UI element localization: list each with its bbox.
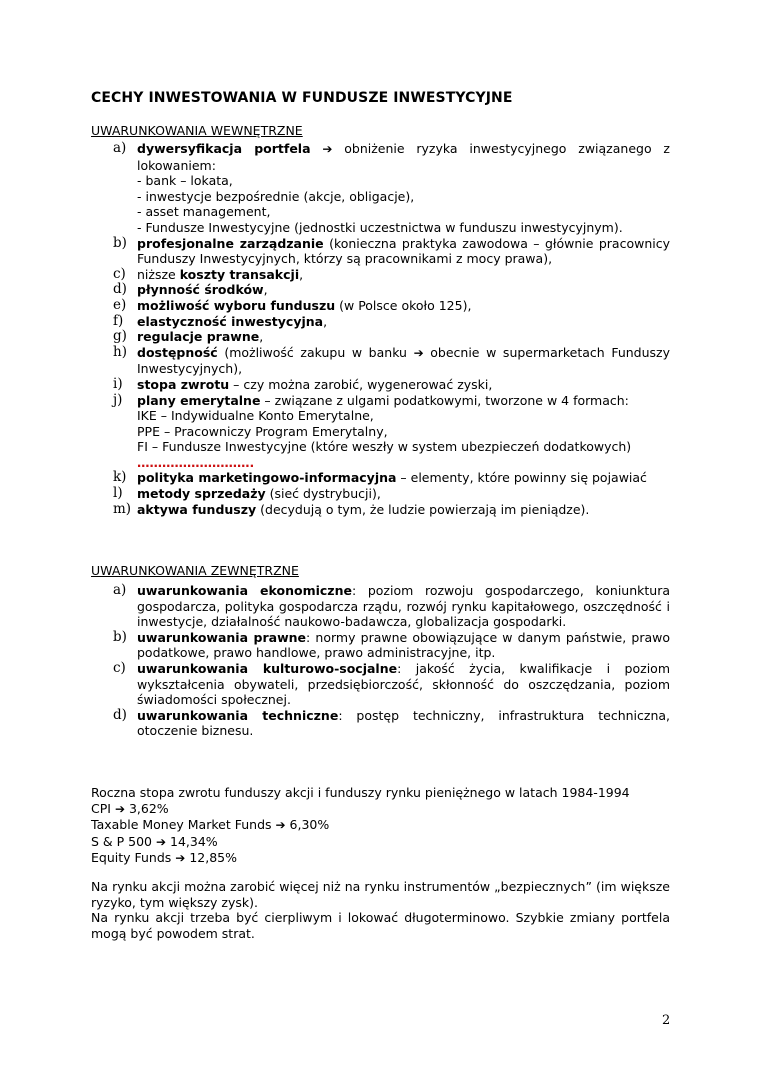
closing-block: [91, 879, 670, 941]
item-term: uwarunkowania prawne: [137, 629, 307, 645]
list-item: [91, 661, 670, 708]
item-text: : normy prawne obowiązujące w danym państwie, prawo podatkowe, prawo handlowe, prawo administracyjne, itp.: [137, 629, 670, 661]
arrow-icon: ➔: [114, 801, 125, 816]
item-marker: i): [113, 375, 123, 392]
item-text: (konieczna praktyka zawodowa – głównie pracownicy Funduszy Inwestycyjnych, którzy są pracownikami z mocy prawa),: [137, 235, 670, 267]
returns-label: Taxable Money Market Funds: [91, 817, 276, 833]
list-item: [91, 345, 670, 377]
item-term: regulacje prawne: [137, 329, 260, 345]
item-term: płynność środków: [137, 282, 264, 298]
list-item: [91, 470, 670, 486]
item-term: profesjonalne zarządzanie: [137, 235, 324, 251]
item-text: obecnie w supermarketach Funduszy Inwestycyjnych),: [137, 344, 671, 377]
list-item: [91, 630, 670, 661]
returns-value: 6,30%: [285, 817, 330, 833]
sub-item: - inwestycje bezpośrednie (akcje, obligacje),: [137, 188, 415, 204]
item-text: ,: [323, 313, 328, 329]
item-marker: h): [113, 343, 127, 360]
item-term: aktywa funduszy: [137, 501, 257, 517]
list-item: [91, 708, 670, 739]
list-item: [91, 236, 670, 267]
item-term: dostępność: [137, 344, 218, 360]
list-item: [91, 267, 670, 283]
item-marker: f): [113, 312, 124, 329]
item-text: : postęp techniczny, infrastruktura techniczna, otoczenie biznesu.: [137, 707, 670, 739]
arrow-icon: ➔: [155, 834, 167, 849]
arrow-icon: ➔: [322, 142, 333, 156]
list-item: [91, 314, 670, 330]
item-text: (możliwość zakupu w banku: [217, 344, 414, 360]
closing-paragraph: Na rynku akcji trzeba być cierpliwym i lokować długoterminowo. Szybkie zmiany portfela mogą być powodem strat.: [91, 910, 670, 941]
list-item: [91, 329, 670, 345]
item-text: : poziom rozwoju gospodarczego, koniunktura gospodarcza, polityka gospodarcza rządu, rozwój rynku kapitałowego, oszczędność i inwestycje, działalność naukowo-badawcza, globalizacja gospodarki.: [137, 583, 670, 630]
returns-heading: Roczna stopa zwrotu funduszy akcji i funduszy rynku pieniężnego w latach 1984-1994: [91, 785, 630, 800]
item-text: obniżenie ryzyka inwestycyjnego związanego z lokowaniem:: [137, 141, 670, 173]
returns-value: 14,34%: [166, 833, 218, 849]
item-text: (sieć dystrybucji),: [265, 486, 381, 502]
item-marker: b): [113, 628, 127, 645]
item-term: stopa zwrotu: [137, 376, 230, 392]
item-text: ,: [263, 282, 268, 298]
returns-row: [91, 834, 670, 851]
sub-item: - bank – lokata,: [137, 173, 233, 189]
placeholder-dots: ……………………….: [137, 454, 255, 470]
returns-label: S & P 500: [91, 833, 156, 849]
list-item: [91, 502, 670, 518]
item-marker: g): [113, 328, 127, 345]
arrow-icon: ➔: [413, 345, 424, 360]
item-term: metody sprzedaży: [137, 486, 266, 502]
item-text: – związane z ulgami podatkowymi, tworzone w 4 formach:: [260, 392, 629, 408]
external-heading: UWARUNKOWANIA ZEWNĘTRZNE: [91, 563, 299, 578]
item-term: polityka marketingowo-informacyjna: [137, 470, 397, 486]
list-item: [91, 486, 670, 502]
arrow-icon: ➔: [175, 851, 186, 866]
returns-row: [91, 850, 670, 867]
item-marker: k): [113, 469, 127, 486]
sub-item: PPE – Pracowniczy Program Emerytalny,: [137, 423, 388, 439]
item-marker: d): [113, 281, 127, 298]
returns-value: 3,62%: [125, 800, 169, 816]
returns-value: 12,85%: [185, 850, 237, 866]
list-item: [91, 377, 670, 393]
sub-item: - Fundusze Inwestycyjne (jednostki uczestnictwa w funduszu inwestycyjnym).: [137, 219, 623, 235]
list-item: [91, 282, 670, 298]
item-text: niższe: [137, 266, 180, 282]
item-term: plany emerytalne: [137, 392, 261, 408]
item-term: elastyczność inwestycyjna: [137, 313, 324, 329]
list-item: [91, 141, 670, 236]
page-title: CECHY INWESTOWANIA W FUNDUSZE INWESTYCYJNE: [91, 90, 513, 106]
item-text: – czy można zarobić, wygenerować zyski,: [229, 376, 493, 392]
item-text: ,: [259, 329, 264, 345]
item-term: uwarunkowania ekonomiczne: [137, 583, 352, 598]
item-text: (w Polsce około 125),: [335, 297, 472, 313]
item-term: możliwość wyboru funduszu: [137, 297, 336, 313]
item-text: – elementy, które powinny się pojawiać: [396, 470, 647, 486]
item-text: (decydują o tym, że ludzie powierzają im pieniądze).: [256, 501, 590, 517]
item-term: koszty transakcji: [179, 266, 300, 282]
item-marker: b): [113, 234, 127, 251]
item-marker: m): [113, 500, 132, 517]
returns-label: Equity Funds: [91, 850, 176, 866]
item-term: uwarunkowania kulturowo-socjalne: [137, 660, 398, 676]
item-marker: a): [113, 582, 127, 598]
item-marker: e): [113, 296, 127, 313]
item-term: dywersyfikacja portfela: [137, 141, 311, 156]
sub-item: IKE – Indywidualne Konto Emerytalne,: [137, 408, 374, 424]
external-list: [91, 583, 670, 739]
page-number: 2: [662, 1013, 671, 1028]
item-marker: d): [113, 706, 127, 723]
closing-paragraph: Na rynku akcji można zarobić więcej niż na rynku instrumentów „bezpiecznych” (im większe ryzyko, tym większy zysk).: [91, 879, 670, 910]
sub-item: - asset management,: [137, 204, 271, 220]
item-term: uwarunkowania techniczne: [137, 707, 339, 723]
arrow-icon: ➔: [275, 818, 286, 833]
list-item: [91, 298, 670, 314]
returns-block: [91, 785, 670, 867]
item-marker: c): [113, 265, 126, 282]
sub-item: FI – Fundusze Inwestycyjne (które weszły w system ubezpieczeń dodatkowych): [137, 439, 632, 455]
internal-list: [91, 141, 670, 517]
item-marker: a): [113, 140, 127, 156]
list-item: [91, 393, 670, 471]
item-marker: j): [113, 391, 123, 408]
returns-row: [91, 801, 670, 818]
item-marker: l): [113, 485, 123, 502]
item-text: ,: [299, 266, 304, 282]
internal-heading: UWARUNKOWANIA WEWNĘTRZNE: [91, 123, 303, 138]
list-item: [91, 583, 670, 630]
returns-row: [91, 817, 670, 834]
returns-label: CPI: [91, 800, 115, 816]
item-marker: c): [113, 659, 126, 676]
item-text: : jakość życia, kwalifikacje i poziom wykształcenia obywateli, przedsiębiorczość, skłonność do oszczędzania, poziom świadomości społecznej.: [137, 660, 670, 708]
